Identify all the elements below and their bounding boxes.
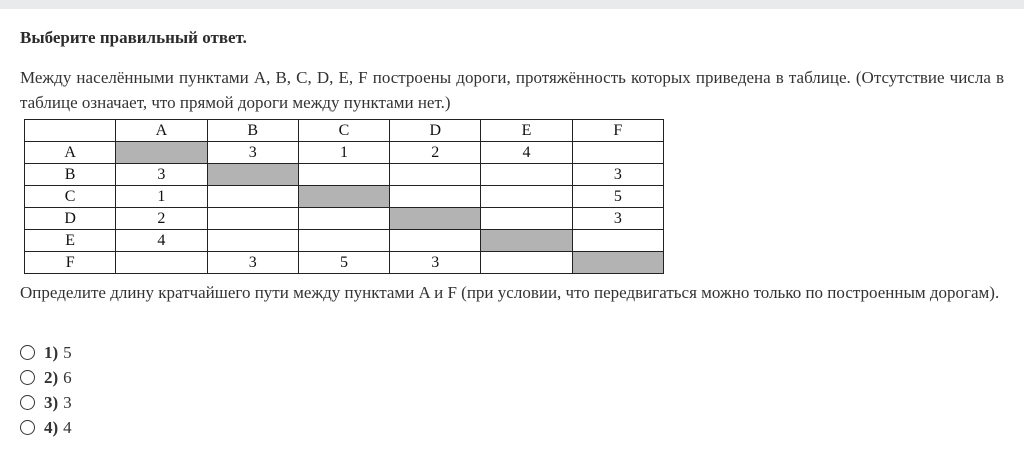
question-text: Между населёнными пунктами A, B, C, D, E, F построены дороги, протяжённость которых приведена в таблице. (Отсутствие числа в таблице означает, что прямой дороги между пунктами нет.)	[20, 68, 1004, 112]
table-cell	[390, 186, 481, 208]
table-row	[25, 186, 664, 208]
row-header: F	[25, 252, 116, 274]
table-cell	[481, 208, 572, 230]
table-cell	[390, 230, 481, 252]
table-cell	[572, 142, 663, 164]
diagonal-cell	[116, 142, 207, 164]
option-number: 3)	[44, 392, 59, 412]
table-cell: 1	[116, 186, 207, 208]
instruction-text: Выберите правильный ответ.	[20, 28, 247, 47]
radio-button[interactable]	[20, 395, 35, 410]
table-corner-cell	[25, 120, 116, 142]
table-cell	[390, 164, 481, 186]
distance-table-wrap	[24, 119, 664, 274]
diagonal-cell	[207, 164, 298, 186]
option-value: 4	[63, 417, 72, 437]
distance-table	[24, 119, 664, 274]
table-cell: 5	[298, 252, 389, 274]
answer-options	[20, 340, 72, 440]
table-row	[25, 230, 664, 252]
table-cell	[481, 252, 572, 274]
table-cell	[298, 164, 389, 186]
table-cell: 4	[116, 230, 207, 252]
row-header: B	[25, 164, 116, 186]
answer-option-3[interactable]	[20, 390, 72, 415]
table-cell	[207, 186, 298, 208]
table-cell: 3	[572, 164, 663, 186]
table-cell: 3	[116, 164, 207, 186]
task-text: Определите длину кратчайшего пути между пунктами A и F (при условии, что передвигаться можно только по построенным дорогам).	[20, 283, 1000, 302]
table-row	[25, 142, 664, 164]
table-cell	[116, 252, 207, 274]
column-header: F	[572, 120, 663, 142]
table-cell	[298, 208, 389, 230]
option-value: 5	[63, 342, 72, 362]
answer-option-2[interactable]	[20, 365, 72, 390]
table-cell: 2	[116, 208, 207, 230]
table-row	[25, 252, 664, 274]
diagonal-cell	[572, 252, 663, 274]
table-row	[25, 208, 664, 230]
column-header: C	[298, 120, 389, 142]
answer-option-1[interactable]	[20, 340, 72, 365]
table-cell: 4	[481, 142, 572, 164]
diagonal-cell	[390, 208, 481, 230]
option-value: 3	[63, 392, 72, 412]
column-header: E	[481, 120, 572, 142]
option-value: 6	[63, 367, 72, 387]
radio-button[interactable]	[20, 420, 35, 435]
row-header: D	[25, 208, 116, 230]
table-cell: 5	[572, 186, 663, 208]
option-number: 2)	[44, 367, 59, 387]
table-header-row	[25, 120, 664, 142]
table-cell	[298, 230, 389, 252]
column-header: B	[207, 120, 298, 142]
option-number: 1)	[44, 342, 59, 362]
table-cell: 3	[207, 252, 298, 274]
row-header: A	[25, 142, 116, 164]
table-cell: 3	[572, 208, 663, 230]
column-header: D	[390, 120, 481, 142]
table-cell: 2	[390, 142, 481, 164]
radio-button[interactable]	[20, 345, 35, 360]
radio-button[interactable]	[20, 370, 35, 385]
table-cell	[572, 230, 663, 252]
answer-option-4[interactable]	[20, 415, 72, 440]
table-cell	[207, 208, 298, 230]
table-cell: 3	[390, 252, 481, 274]
row-header: E	[25, 230, 116, 252]
table-cell	[207, 230, 298, 252]
option-number: 4)	[44, 417, 59, 437]
table-row	[25, 164, 664, 186]
row-header: C	[25, 186, 116, 208]
table-cell: 1	[298, 142, 389, 164]
diagonal-cell	[298, 186, 389, 208]
table-cell: 3	[207, 142, 298, 164]
table-cell	[481, 186, 572, 208]
table-cell	[481, 164, 572, 186]
column-header: A	[116, 120, 207, 142]
top-strip	[0, 0, 1024, 9]
diagonal-cell	[481, 230, 572, 252]
